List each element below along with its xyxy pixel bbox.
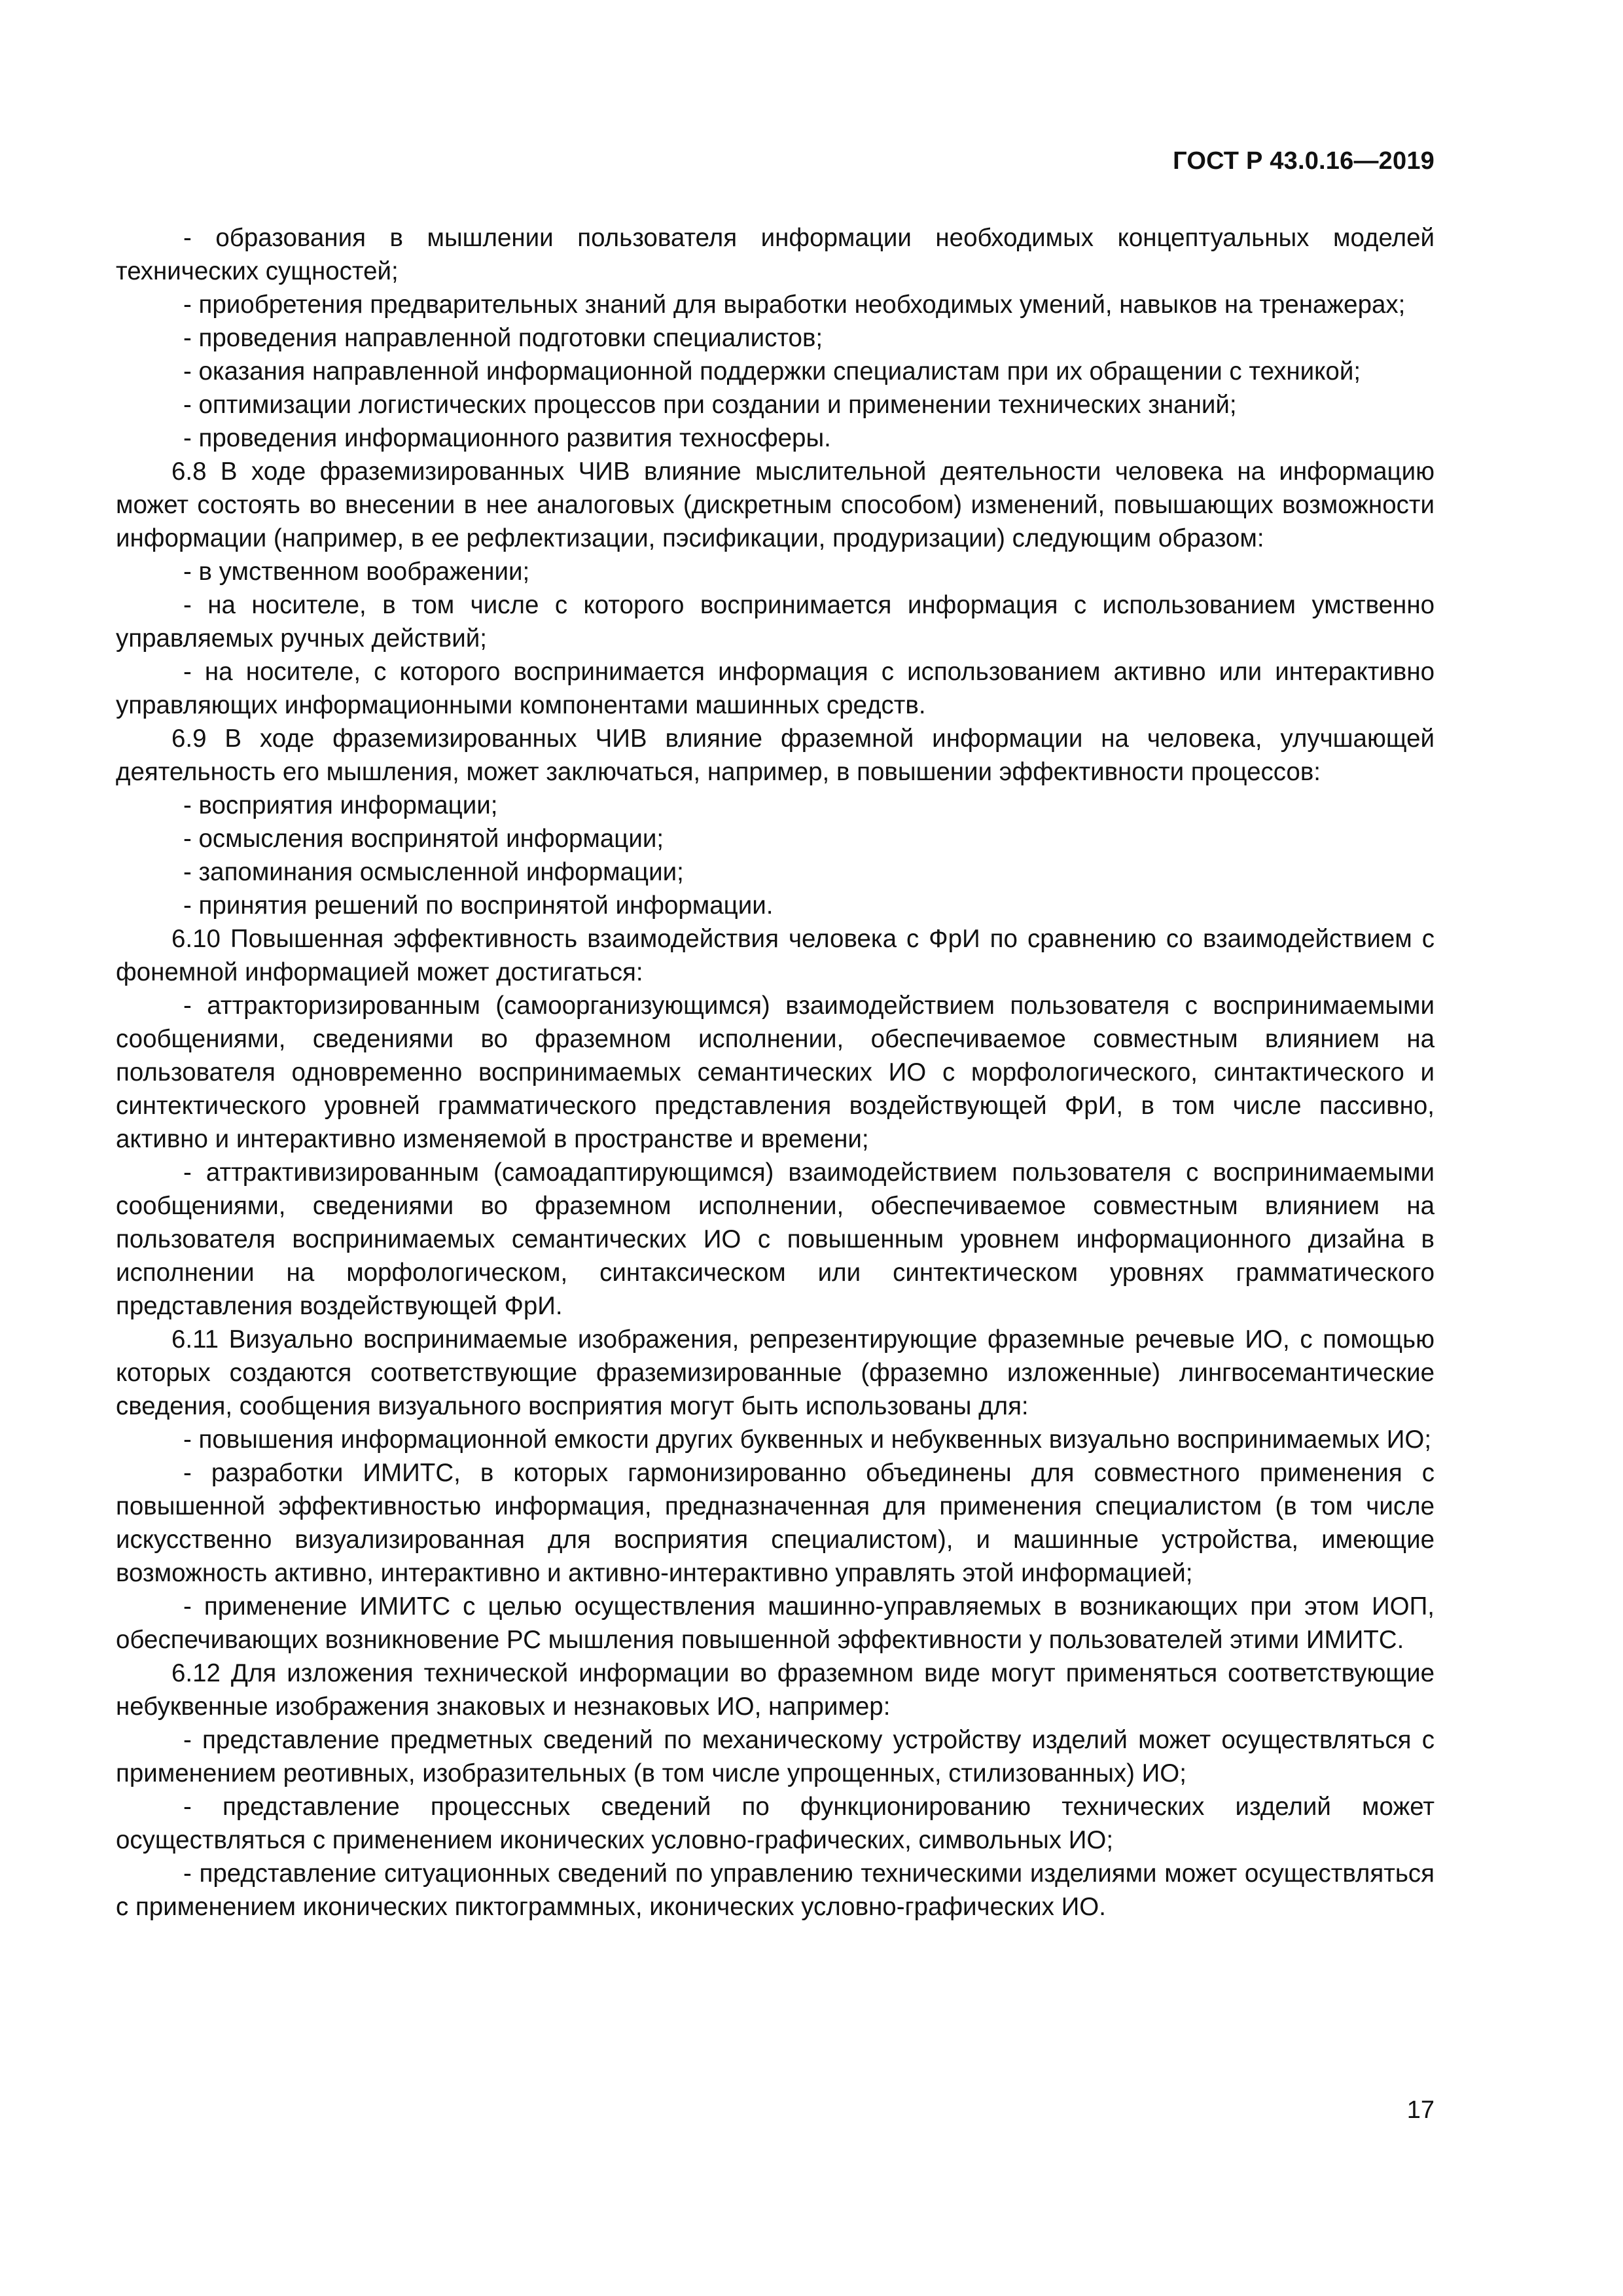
section-paragraph: 6.10 Повышенная эффективность взаимодействия человека с ФрИ по сравнению со взаимодействием с фонемной информацией может достигаться: xyxy=(116,925,1435,986)
list-item: - повышения информационной емкости других буквенных и небуквенных визуально воспринимаемых ИО; xyxy=(183,1426,1432,1454)
list-item: - в умственном воображении; xyxy=(183,558,530,586)
list-item: - проведения информационного развития техносферы. xyxy=(183,424,831,452)
list-item: - на носителе, в том числе с которого воспринимается информация с использованием умственно управляемых ручных действий; xyxy=(116,591,1435,653)
list-item: - разработки ИМИТС, в которых гармонизированно объединены для совместного применения с повышенной эффективностью информация, предназначенная для применения специалистом (в том числе искусственно визуализированная для восприятия специалистом), и машинные устройства, имеющие возможность активно, интерактивно и активно-интерактивно управлять этой информацией; xyxy=(116,1459,1435,1587)
section-paragraph: 6.8 В ходе фраземизированных ЧИВ влияние мыслительной деятельности человека на информацию может состоять во внесении в нее аналоговых (дискретным способом) изменений, повышающих возможности информации (например, в ее рефлектизации, пэсификации, продуризации) следующим образом: xyxy=(116,457,1435,552)
list-item: - восприятия информации; xyxy=(183,791,498,819)
list-item: - применение ИМИТС с целью осуществления машинно-управляемых в возникающих при этом ИОП, обеспечивающих возникновение РС мышления повышенной эффективности у пользователей этими ИМИТС. xyxy=(116,1592,1435,1654)
list-item: - проведения направленной подготовки специалистов; xyxy=(183,324,823,352)
list-item: - аттрактивизированным (самоадаптирующимся) взаимодействием пользователя с воспринимаемыми сообщениями, сведениями во фраземном исполнении, обеспечиваемое совместным влиянием на пользователя воспринимаемых семантических ИО с повышенным уровнем информационного дизайна в исполнении на морфологическом, синтаксическом или синтектическом уровнях грамматического представления воздействующей ФрИ. xyxy=(116,1158,1435,1320)
list-item: - аттракторизированным (самоорганизующимся) взаимодействием пользователя с воспринимаемыми сообщениями, сведениями во фраземном исполнении, обеспечиваемое совместным влиянием на пользователя одновременно воспринимаемых семантических ИО с морфологического, синтактического и синтектического уровней грамматического представления воздействующей ФрИ, в том числе пассивно, активно и интерактивно изменяемой в пространстве и времени; xyxy=(116,992,1435,1153)
list-item: - приобретения предварительных знаний для выработки необходимых умений, навыков на тренажерах; xyxy=(183,291,1406,319)
list-item: - принятия решений по воспринятой информации. xyxy=(183,891,774,920)
list-item: - оказания направленной информационной поддержки специалистам при их обращении с техникой; xyxy=(183,357,1361,386)
body-text xyxy=(116,221,1435,1924)
document-code-header: ГОСТ Р 43.0.16—2019 xyxy=(1173,147,1435,175)
section-paragraph: 6.9 В ходе фраземизированных ЧИВ влияние фраземной информации на человека, улучшающей деятельность его мышления, может заключаться, например, в повышении эффективности процессов: xyxy=(116,725,1435,786)
list-item: - запоминания осмысленной информации; xyxy=(183,858,684,886)
list-item: - представление предметных сведений по механическому устройству изделий может осуществляться с применением реотивных, изобразительных (в том числе упрощенных, стилизованных) ИО; xyxy=(116,1726,1435,1787)
list-item: - образования в мышлении пользователя информации необходимых концептуальных моделей технических сущностей; xyxy=(116,224,1435,285)
list-item: - на носителе, с которого воспринимается информация с использованием активно или интерактивно управляющих информационными компонентами машинных средств. xyxy=(116,658,1435,719)
section-paragraph: 6.11 Визуально воспринимаемые изображения, репрезентирующие фраземные речевые ИО, с помощью которых создаются соответствующие фраземизированные (фраземно изложенные) лингвосемантические сведения, сообщения визуального восприятия могут быть использованы для: xyxy=(116,1325,1435,1420)
list-item: - представление ситуационных сведений по управлению техническими изделиями может осуществляться с применением иконических пиктограммных, иконических условно-графических ИО. xyxy=(116,1859,1435,1921)
list-item: - представление процессных сведений по функционированию технических изделий может осуществляться с применением иконических условно-графических, символьных ИО; xyxy=(116,1793,1435,1854)
section-paragraph: 6.12 Для изложения технической информации во фраземном виде могут применяться соответствующие небуквенные изображения знаковых и незнаковых ИО, например: xyxy=(116,1659,1435,1721)
page-number: 17 xyxy=(1406,2096,1435,2124)
list-item: - оптимизации логистических процессов при создании и применении технических знаний; xyxy=(183,391,1237,419)
list-item: - осмысления воспринятой информации; xyxy=(183,825,664,853)
